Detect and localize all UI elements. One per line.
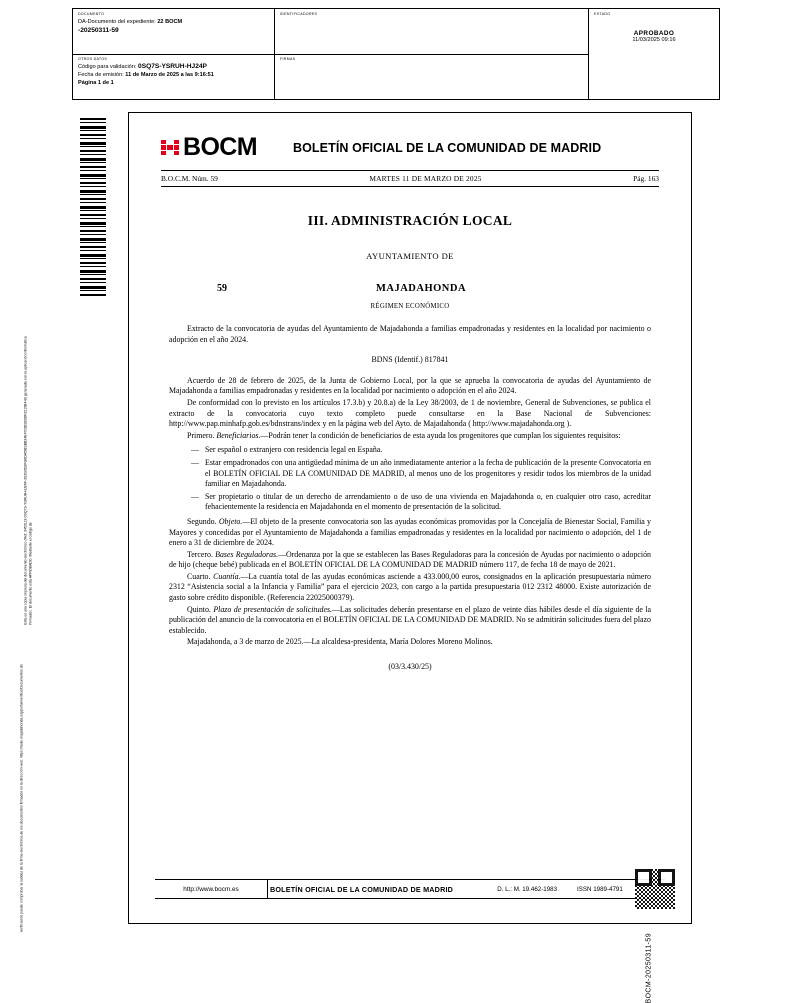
requirements-list: [169, 445, 651, 513]
quinto-italic: Plazo de presentación de solicitudes.: [213, 604, 333, 614]
barcode-icon: [80, 118, 106, 298]
tercero-rest-a: —Ordenanza por la que se establecen las Bases Reguladoras para la concesión de Ayudas por nacimiento o adopción de hijo (cheque bebé) publicada en el: [169, 549, 651, 570]
masthead-rule-bottom: [161, 186, 659, 187]
primero-italic: Beneficiarios.: [216, 430, 261, 440]
doc-line1: DA-Documento del expediente:: [78, 19, 156, 25]
validation-header: [72, 8, 720, 100]
document-side-id: BOCM-20250311-59: [645, 933, 652, 1003]
signature-paragraph: Majadahonda, a 3 de marzo de 2025.—La alcaldesa-presidenta, María Dolores Moreno Molinos.: [187, 637, 493, 647]
regimen-label: RÉGIMEN ECONÓMICO: [370, 303, 450, 310]
bocm-logo-text: BOCM: [183, 133, 257, 161]
paragraph-tercero: [169, 550, 651, 571]
footer-url[interactable]: http://www.bocm.es: [155, 880, 268, 898]
quinto-smallcaps: BOLETÍN OFICIAL DE LA COMUNIDAD DE MADRID: [323, 615, 512, 625]
doc-line2: -20250311-59: [78, 27, 119, 34]
estado-block: [589, 16, 719, 43]
footer-deposito-legal: D. L.: M. 19.462-1983: [497, 885, 558, 893]
firmas-label: FIRMAS: [280, 57, 296, 61]
tercero-smallcaps: BOLETÍN OFICIAL DE LA COMUNIDAD DE MADRID: [288, 560, 478, 570]
req2-part-a: Estar empadronados con una antigüedad mínima de un año inmediatamente anterior a la fecha de publicación de la presente Convocatoria en el: [205, 457, 651, 478]
paragraph-segundo: [169, 517, 651, 549]
codigo-label: Código para validación:: [78, 64, 137, 70]
masthead: [155, 135, 665, 160]
segundo-italic: Objeto.: [218, 516, 243, 526]
bocm-document: [128, 112, 692, 1003]
footer-title: BOLETÍN OFICIAL DE LA COMUNIDAD DE MADRID: [269, 884, 454, 894]
validation-col-identifiers: [275, 9, 589, 99]
verification-text-line1: Esta es una copia impresa del documento electrónico (Ref: 3453113-0SQ7S-YSRUH-HJ24P-3S2G9D2FG6DA5IBSBB24E4702B283DF2219B4-B) generada con la aplicación informática Firmadoc. El documento está APROBADO. Mediante el código de: [23, 336, 32, 625]
document-label: DOCUMENTO: [78, 12, 105, 16]
masthead-title: BOLETÍN OFICIAL DE LA COMUNIDAD DE MADRID: [292, 140, 602, 155]
quinto-rest-b: . No se admitirán solicitudes fuera del plazo establecido.: [169, 615, 651, 635]
segundo-lead: Segundo.: [187, 516, 217, 526]
segundo-rest: —El objeto de la presente convocatoria son las ayudas económicas promovidas por la Concejalía de Bienestar Social, Familia y Mayores y concedidas por el Ayuntamiento de Majadahonda a familias empadronadas y residentes en la localidad por nacimiento o adopción, del 1 de enero a 31 de diciembre de 2024.: [169, 516, 651, 548]
quinto-rest-a: —Las solicitudes deberán presentarse en el plazo de veinte días hábiles desde el día siguiente de la publicación del anuncio de la convocatoria en el: [169, 604, 651, 625]
paragraph-quinto: [169, 605, 651, 637]
document-footer: [155, 879, 665, 899]
verification-text-line2: verificación puede comprobar la validez de la firma electrónica de los documentos firmados en la dirección web: https://sede.majadahonda.org/portal/verificarDocumentos.do: [19, 664, 24, 933]
requirement-item-1: — Ser español o extranjero con residencia legal en España.: [191, 445, 651, 456]
issue-number: B.O.C.M. Núm. 59: [161, 174, 218, 183]
masthead-info-line: [155, 171, 665, 186]
fecha-label: Fecha de emisión:: [78, 72, 124, 78]
primero-rest: —Podrán tener la condición de beneficiarios de esta ayuda los progenitores que cumplan los siguientes requisitos:: [260, 430, 621, 440]
paragraph-primero: [169, 431, 651, 442]
footer-ids: [455, 886, 665, 893]
quinto-lead: Quinto.: [187, 604, 211, 614]
qr-code-icon: [635, 869, 675, 909]
estado-value: APROBADO: [633, 30, 675, 37]
req2-smallcaps: BOLETÍN OFICIAL DE LA COMUNIDAD DE MADRID: [213, 468, 405, 478]
pagina-value: Página 1 de 1: [78, 80, 114, 86]
paragraph-acuerdo: Acuerdo de 28 de febrero de 2025, de la Junta de Gobierno Local, por la que se aprueba la convocatoria de ayudas del Ayuntamiento de Majadahonda a familias empadronadas y residentes en la localidad por nacimiento o adopción en el año 2024.: [169, 375, 651, 396]
paragraph-cuarto: [169, 572, 651, 604]
otros-datos-value: [73, 61, 274, 87]
document-body: [155, 324, 665, 673]
issue-date: MARTES 11 DE MARZO DE 2025: [369, 174, 482, 183]
bocm-logo: [161, 135, 257, 160]
estado-label: ESTADO: [594, 12, 611, 16]
paragraph-conformidad: De conformidad con lo previsto en los artículos 17.3.b) y 20.8.a) de la Ley 38/2003, de 1 de noviembre, General de Subvenciones, se publica el extracto de la convocatoria cuyo texto completo puede consultarse en la Base Nacional de Subvenciones: http://www.pap.minhafp.gob.es/bdnstrans/index y en la página web del Ayto. de Majadahonda ( http://www.majadahonda.org ).: [169, 397, 651, 429]
requirement-item-2: [191, 458, 651, 490]
doc-line1-bold: 22 BOCM: [157, 19, 183, 25]
estado-date: 11/03/2025 09:16: [632, 37, 676, 43]
document-content: [155, 135, 665, 673]
req2-part-b: , al menos uno de los progenitores y residir todos los miembros de la unidad familiar en Majadahonda.: [205, 468, 651, 489]
reference-code: (03/3.430/25): [388, 662, 432, 672]
codigo-value: 0SQ7S-YSRUH-HJ24P: [138, 63, 207, 70]
document-value: [73, 16, 274, 35]
tercero-lead: Tercero.: [187, 549, 213, 559]
validation-col-document: [73, 9, 275, 99]
tercero-rest-b: número 117, de fecha 18 de mayo de 2021.: [477, 560, 616, 570]
extract-paragraph: Extracto de la convocatoria de ayudas del Ayuntamiento de Majadahonda a familias empadronadas y residentes en la localidad por nacimiento o adopción en el año 2024.: [169, 324, 651, 344]
ayuntamiento-label: AYUNTAMIENTO DE: [366, 251, 454, 261]
identificadores-label: IDENTIFICADORES: [280, 12, 318, 16]
cuarto-italic: Cuantía.: [213, 571, 241, 581]
section-title: III. ADMINISTRACIÓN LOCAL: [307, 213, 513, 228]
municipality-name: MAJADAHONDA: [375, 283, 467, 294]
entry-number: 59: [217, 283, 227, 294]
requirement-item-3: — Ser propietario o titular de un derecho de arrendamiento o de uso de una vivienda en Majadahonda o, en cualquier otro caso, acreditar fehacientemente la residencia en Majadahonda en el momento de presentación de la solicitud.: [191, 492, 651, 513]
madrid-logo-icon: [161, 140, 179, 156]
page-number: Pág. 163: [633, 174, 659, 183]
cuarto-lead: Cuarto.: [187, 571, 211, 581]
tercero-italic: Bases Reguladoras.: [215, 549, 279, 559]
footer-issn: ISSN 1989-4791: [577, 885, 623, 893]
primero-lead: Primero.: [187, 430, 215, 440]
cuarto-rest: —La cuantía total de las ayudas económicas asciende a 433.000,00 euros, consignados en la aplicación presupuestaria número 2312 “Asistencia social a la Infancia y Familia” para el ejercicio 2023, con cargo a la partida presupuestaria 012 2312 48000. Existe autorización de gasto sobre crédito disponible. (Referencia 22025000379).: [169, 571, 651, 603]
bdns-line: BDNS (Identif.) 817841: [371, 355, 449, 365]
fecha-value: 11 de Marzo de 2025 a las 9:16:51: [125, 72, 214, 78]
municipality-row: [155, 283, 665, 294]
otros-datos-label: OTROS DATOS: [78, 57, 108, 61]
validation-col-estado: [589, 9, 719, 99]
